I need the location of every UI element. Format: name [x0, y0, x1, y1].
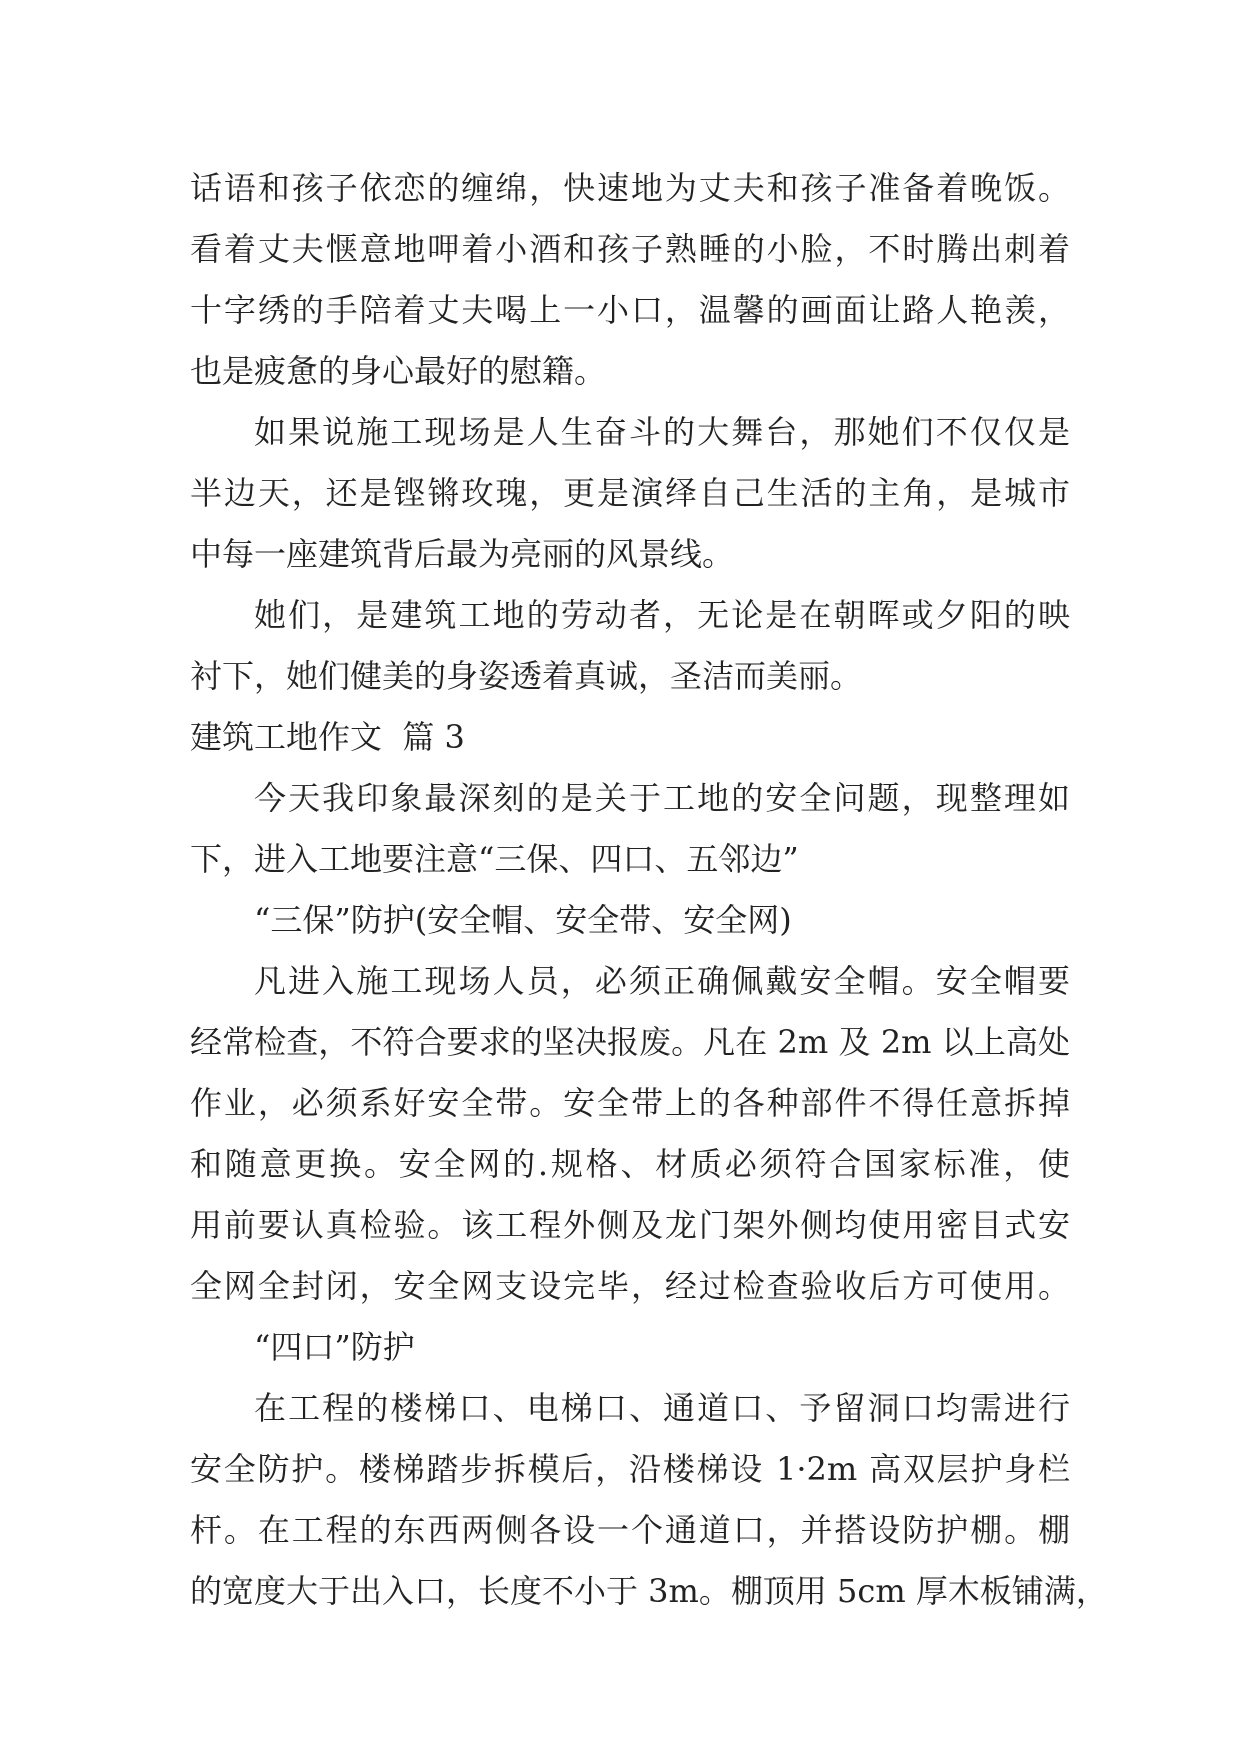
- text-line: 经常检查，不符合要求的坚决报废。凡在 2m 及 2m 以上高处: [190, 1023, 1070, 1061]
- text-line: 用前要认真检验。该工程外侧及龙门架外侧均使用密目式安: [190, 1206, 1070, 1244]
- text-line: 今天我印象最深刻的是关于工地的安全问题，现整理如: [254, 779, 1070, 817]
- text-line: 半边天，还是铿锵玫瑰，更是演绎自己生活的主角，是城市: [190, 474, 1070, 512]
- text-line: 如果说施工现场是人生奋斗的大舞台，那她们不仅仅是: [254, 413, 1070, 451]
- text-line: 安全防护。楼梯踏步拆模后，沿楼梯设 1·2m 高双层护身栏: [190, 1450, 1070, 1488]
- text-line: 和随意更换。安全网的.规格、材质必须符合国家标准，使: [190, 1145, 1070, 1183]
- text-line: 全网全封闭，安全网支设完毕，经过检查验收后方可使用。: [190, 1267, 1070, 1305]
- text-line: 在工程的楼梯口、电梯口、通道口、予留洞口均需进行: [254, 1389, 1070, 1427]
- text-line: 凡进入施工现场人员，必须正确佩戴安全帽。安全帽要: [254, 962, 1070, 1000]
- text-line: 话语和孩子依恋的缠绵，快速地为丈夫和孩子准备着晚饭。: [190, 169, 1070, 207]
- text-line: 中每一座建筑背后最为亮丽的风景线。: [190, 535, 735, 573]
- text-line: 衬下，她们健美的身姿透着真诚，圣洁而美丽。: [190, 657, 863, 695]
- text-line: 她们，是建筑工地的劳动者，无论是在朝晖或夕阳的映: [254, 596, 1070, 634]
- text-line: 看着丈夫惬意地呷着小酒和孩子熟睡的小脸，不时腾出刺着: [190, 230, 1070, 268]
- text-line: 的宽度大于出入口，长度不小于 3m。棚顶用 5cm 厚木板铺满，: [190, 1572, 1108, 1610]
- subheading: “三保”防护(安全帽、安全带、安全网): [254, 901, 792, 939]
- text-line: 十字绣的手陪着丈夫喝上一小口，温馨的画面让路人艳羡，: [190, 291, 1070, 329]
- text-line: 也是疲惫的身心最好的慰籍。: [190, 352, 607, 390]
- text-line: 杆。在工程的东西两侧各设一个通道口，并搭设防护棚。棚: [190, 1511, 1070, 1549]
- section-heading: 建筑工地作文 篇 3: [190, 718, 465, 756]
- text-line: 下，进入工地要注意“三保、四口、五邻边”: [190, 840, 799, 878]
- document-body: [190, 158, 1108, 1622]
- text-line: 作业，必须系好安全带。安全带上的各种部件不得任意拆掉: [190, 1084, 1070, 1122]
- subheading: “四口”防护: [254, 1328, 415, 1366]
